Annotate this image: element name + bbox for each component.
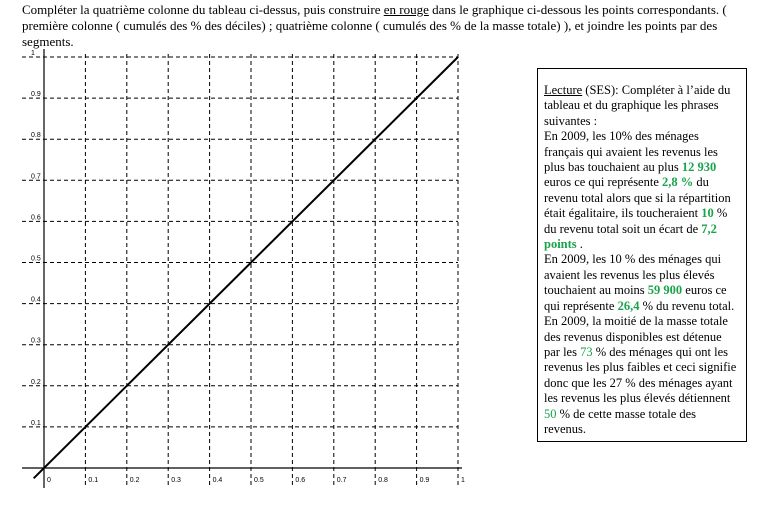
p2-text-a: En 2009, les 10 % des ménages qui avaient les revenus les plus élevés touchaient au moins [544, 252, 722, 298]
p2-text-c: % du revenu total. [639, 298, 735, 313]
x-tick-label: 0.6 [295, 477, 306, 484]
y-tick-label: 0.8 [31, 132, 41, 140]
p3-text-c: % de cette masse totale des revenus. [544, 406, 697, 436]
x-tick-label: 0.8 [378, 477, 388, 484]
p3-text-b: % des ménages qui ont les revenus les plus faibles et ceci signifie donc que les 27 % des ménages ayant les revenus les plus élevés détiennent [544, 344, 737, 406]
y-tick-label: 0.7 [31, 173, 41, 181]
answer-10: 10 [701, 206, 714, 221]
answer-50: 50 [544, 406, 557, 421]
lecture-paragraph-2 [544, 252, 740, 314]
chart-axes [22, 49, 462, 488]
p2-text-b: euros ce qui représente [544, 283, 727, 313]
x-tick-label: 0.7 [336, 477, 347, 484]
equality-line [34, 57, 458, 478]
x-tick-label: 0.5 [254, 477, 264, 484]
answer-2-8-percent: 2,8 % [662, 175, 694, 190]
p1-text-e: . [576, 237, 583, 252]
chart-series [34, 57, 458, 478]
x-tick-label: 0 [47, 477, 51, 484]
answer-12930: 12 930 [681, 160, 717, 175]
answer-59900: 59 900 [647, 283, 683, 298]
x-tick-label: 0.9 [419, 477, 430, 484]
lecture-paragraph-1 [544, 129, 740, 252]
lecture-box [537, 68, 747, 442]
p1-text-c: du revenu total alors que si la répartition était égalitaire, ils toucheraient [544, 175, 731, 221]
lecture-paragraph-3 [544, 314, 740, 437]
x-tick-label: 0.2 [129, 477, 140, 484]
y-tick-label: 0.6 [31, 214, 41, 222]
p1-text-b: euros ce qui représente [544, 175, 662, 190]
instructions-part2: dans le graphique ci-dessous les points correspondants. ( première colonne ( cumulés des % des déciles) ; quatrième colonne ( cumulés des % de la masse totale) ), et joindre les points par des segments. [22, 2, 727, 49]
y-tick-label: 0.9 [31, 91, 41, 99]
y-tick-label: 0.4 [31, 296, 41, 304]
x-tick-label: 0.1 [88, 477, 99, 484]
p3-text-a: En 2009, la moitié de la masse totale des revenus disponibles est détenue par les [544, 314, 728, 359]
y-tick-label: 0.3 [31, 337, 41, 345]
lecture-intro [544, 83, 740, 129]
y-tick-label: 0.2 [31, 378, 41, 386]
instructions-part1: Compléter la quatrième colonne du tableau ci-dessus, puis construire [22, 2, 384, 17]
y-tick-label: 0.1 [31, 419, 41, 427]
x-tick-label: 0.4 [212, 477, 223, 484]
x-tick-label: 1 [461, 477, 465, 484]
p1-text-d: % du revenu total soit un écart de [544, 206, 728, 236]
answer-73: 73 [580, 344, 593, 359]
x-tick-label: 0.3 [171, 477, 181, 484]
chart-grid [22, 54, 458, 488]
instructions-underlined: en rouge [383, 2, 429, 17]
answer-26-4: 26,4 [617, 298, 640, 313]
p1-text-a: En 2009, les 10% des ménages français qui avaient les revenus les plus bas touchaient au plus [544, 129, 718, 175]
answer-7-2-points: 7,2 points [544, 221, 717, 252]
lecture-title-rest: (SES): Compléter à l’aide du tableau et du graphique les phrases suivantes : [544, 83, 731, 128]
lecture-title: Lecture [544, 83, 583, 97]
y-tick-label: 0.5 [31, 255, 41, 263]
y-tick-label: 1 [31, 50, 35, 57]
